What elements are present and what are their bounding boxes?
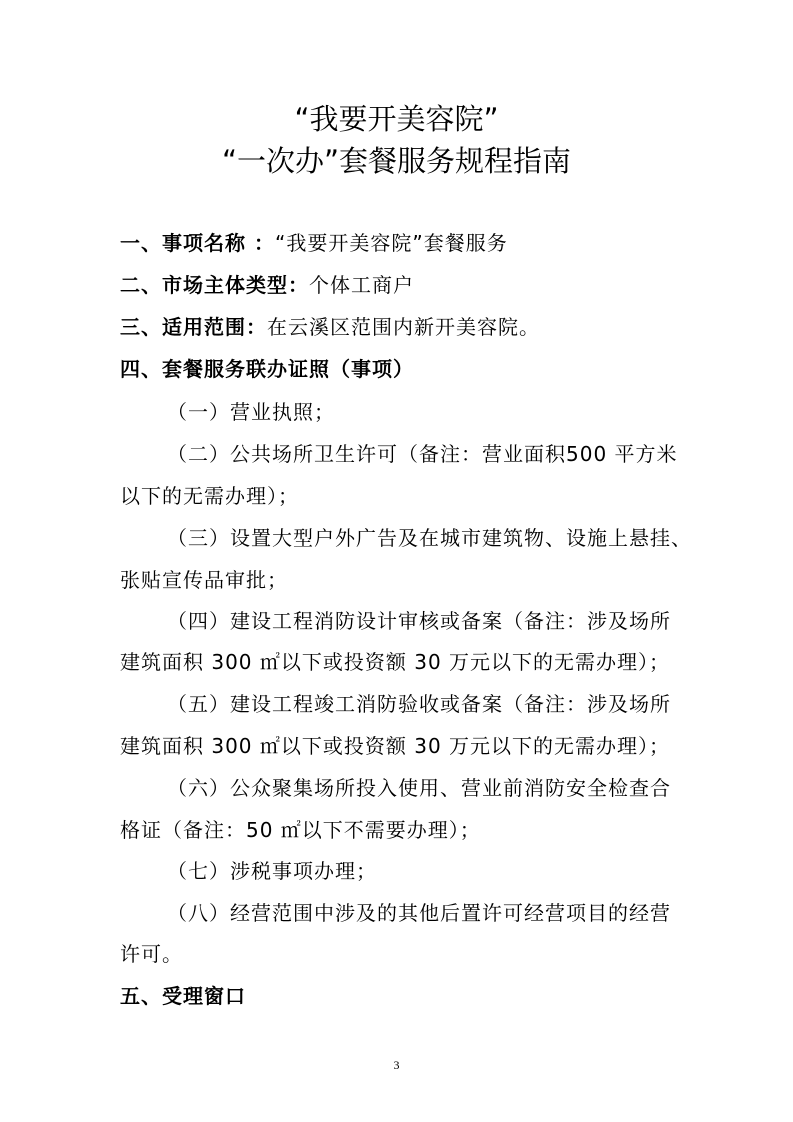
title-line-1: “我要开美容院” (294, 102, 499, 136)
section-package-services (120, 355, 414, 383)
title-line-2: “一次办”套餐服务规程指南 (221, 144, 572, 178)
section-heading: 五、受理窗口 (120, 984, 246, 1008)
list-item: （八）经营范围中涉及的其他后置许可经营项目的经营 (167, 901, 671, 925)
section-text: “我要开美容院”套餐服务 (274, 231, 508, 255)
section-scope (120, 313, 540, 341)
section-heading: 三、适用范围： (120, 315, 267, 339)
list-item-continuation: 以下的无需办理）； (120, 484, 299, 508)
list-item: （四）建设工程消防设计审核或备案（备注：涉及场所 (167, 609, 671, 633)
section-heading: 二、市场主体类型： (120, 273, 309, 297)
list-item-continuation: 格证（备注：50 ㎡以下不需要办理）； (120, 818, 481, 842)
list-item: （六）公众聚集场所投入使用、营业前消防安全检查合 (167, 776, 671, 800)
list-item: （五）建设工程竣工消防验收或备案（备注：涉及场所 (167, 692, 671, 716)
section-entity-type (120, 271, 414, 299)
list-item: （三）设置大型户外广告及在城市建筑物、设施上悬挂、 (167, 526, 692, 550)
list-item-continuation: 许可。 (120, 942, 183, 966)
section-item-name (120, 229, 508, 257)
list-item-continuation: 建筑面积 300 ㎡以下或投资额 30 万元以下的无需办理）； (120, 650, 671, 674)
section-heading: 一、事项名称 ： (120, 231, 275, 255)
section-text: 个体工商户 (309, 273, 414, 297)
list-item: （一）营业执照； (167, 400, 335, 424)
page-number: 3 (393, 1058, 400, 1072)
section-text: 在云溪区范围内新开美容院。 (267, 315, 540, 339)
section-acceptance-window (120, 982, 246, 1010)
list-item-continuation: 建筑面积 300 ㎡以下或投资额 30 万元以下的无需办理）； (120, 734, 671, 758)
list-item-continuation: 张贴宣传品审批； (120, 568, 288, 592)
list-item: （二）公共场所卫生许可（备注：营业面积500 平方米 (167, 442, 678, 466)
section-heading: 四、套餐服务联办证照（事项） (120, 357, 414, 381)
list-item: （七）涉税事项办理； (167, 859, 377, 883)
